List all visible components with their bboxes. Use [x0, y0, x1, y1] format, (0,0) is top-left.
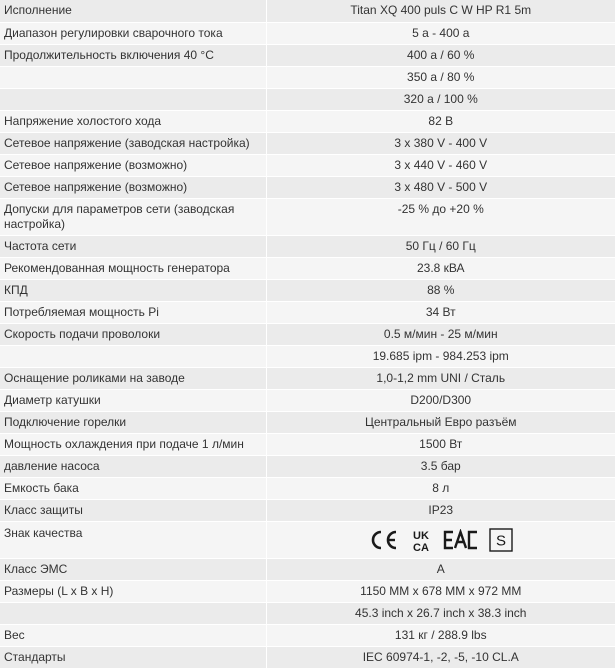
table-row: [0, 433, 615, 455]
spec-label: Класс защиты: [0, 499, 266, 521]
spec-value: IEC 60974-1, -2, -5, -10 CL.A: [266, 646, 615, 668]
spec-value: 3 x 480 V - 500 V: [266, 176, 615, 198]
table-row: [0, 301, 615, 323]
table-row: [0, 455, 615, 477]
spec-label: КПД: [0, 279, 266, 301]
spec-label: Скорость подачи проволоки: [0, 323, 266, 345]
spec-value: 3 x 440 V - 460 V: [266, 154, 615, 176]
spec-value: 131 кг / 288.9 lbs: [266, 624, 615, 646]
table-row: [0, 88, 615, 110]
spec-label: Сетевое напряжение (заводская настройка): [0, 132, 266, 154]
table-row: [0, 176, 615, 198]
spec-label: [0, 345, 266, 367]
spec-value: 350 а / 80 %: [266, 66, 615, 88]
spec-label: давление насоса: [0, 455, 266, 477]
spec-label: Исполнение: [0, 0, 266, 22]
eac-mark-icon: [443, 529, 479, 551]
table-row: [0, 646, 615, 668]
table-row: [0, 323, 615, 345]
spec-value: 400 а / 60 %: [266, 44, 615, 66]
spec-label: Стандарты: [0, 646, 266, 668]
table-row: [0, 110, 615, 132]
spec-label: Продолжительность включения 40 °C: [0, 44, 266, 66]
table-row: [0, 154, 615, 176]
spec-value: A: [266, 558, 615, 580]
spec-value: 19.685 ipm - 984.253 ipm: [266, 345, 615, 367]
spec-label: Допуски для параметров сети (заводская настройка): [0, 198, 266, 235]
spec-value: 45.3 inch x 26.7 inch x 38.3 inch: [266, 602, 615, 624]
spec-value: 3 x 380 V - 400 V: [266, 132, 615, 154]
table-row: [0, 66, 615, 88]
ukca-mark-bottom: CA: [412, 541, 429, 552]
spec-value: 1150 MM x 678 MM x 972 MM: [266, 580, 615, 602]
table-row: [0, 558, 615, 580]
spec-value: 82 В: [266, 110, 615, 132]
spec-label: Мощность охлаждения при подаче 1 л/мин: [0, 433, 266, 455]
spec-label: Подключение горелки: [0, 411, 266, 433]
spec-label: Рекомендованная мощность генератора: [0, 257, 266, 279]
spec-value: 3.5 бар: [266, 455, 615, 477]
table-row: [0, 602, 615, 624]
table-row: [0, 279, 615, 301]
spec-value: -25 % до +20 %: [266, 198, 615, 235]
spec-label: [0, 602, 266, 624]
table-row: [0, 22, 615, 44]
spec-label: Диапазон регулировки сварочного тока: [0, 22, 266, 44]
spec-label: Оснащение роликами на заводе: [0, 367, 266, 389]
spec-value: 1500 Вт: [266, 433, 615, 455]
table-row: [0, 499, 615, 521]
spec-value: 5 а - 400 а: [266, 22, 615, 44]
spec-value: 0.5 м/мин - 25 м/мин: [266, 323, 615, 345]
spec-label: Размеры (L x B x H): [0, 580, 266, 602]
ukca-mark-icon: [409, 528, 433, 552]
table-row: [0, 257, 615, 279]
table-row: [0, 44, 615, 66]
table-row: [0, 132, 615, 154]
table-row: [0, 477, 615, 499]
spec-value: 8 л: [266, 477, 615, 499]
spec-label: Диаметр катушки: [0, 389, 266, 411]
s-mark-icon: [489, 528, 513, 552]
spec-label: Класс ЭМС: [0, 558, 266, 580]
spec-label: Вес: [0, 624, 266, 646]
spec-label: Потребляемая мощность Pi: [0, 301, 266, 323]
table-row: [0, 198, 615, 235]
spec-label: [0, 88, 266, 110]
spec-label: Сетевое напряжение (возможно): [0, 154, 266, 176]
spec-value: Центральный Евро разъём: [266, 411, 615, 433]
spec-value: IP23: [266, 499, 615, 521]
table-row: [0, 521, 615, 558]
quality-marks-group: [271, 528, 612, 552]
spec-value: 1,0-1,2 mm UNI / Сталь: [266, 367, 615, 389]
spec-value: 34 Вт: [266, 301, 615, 323]
spec-value: D200/D300: [266, 389, 615, 411]
spec-value: Titan XQ 400 puls C W HP R1 5m: [266, 0, 615, 22]
table-row: [0, 345, 615, 367]
s-mark-letter: S: [495, 532, 506, 549]
table-row: [0, 389, 615, 411]
table-row: [0, 235, 615, 257]
spec-label: Сетевое напряжение (возможно): [0, 176, 266, 198]
spec-value: 88 %: [266, 279, 615, 301]
table-row: [0, 580, 615, 602]
spec-value: 50 Гц / 60 Гц: [266, 235, 615, 257]
spec-value: 320 а / 100 %: [266, 88, 615, 110]
spec-value: 23.8 кВА: [266, 257, 615, 279]
spec-label: Напряжение холостого хода: [0, 110, 266, 132]
ce-mark-icon: [369, 529, 399, 551]
table-row: [0, 411, 615, 433]
table-row: [0, 0, 615, 22]
table-row: [0, 367, 615, 389]
quality-marks: [266, 521, 615, 558]
spec-label: [0, 66, 266, 88]
table-row: [0, 624, 615, 646]
ukca-mark-top: UK: [412, 529, 429, 542]
spec-label: Частота сети: [0, 235, 266, 257]
spec-label: Знак качества: [0, 521, 266, 558]
spec-label: Емкость бака: [0, 477, 266, 499]
